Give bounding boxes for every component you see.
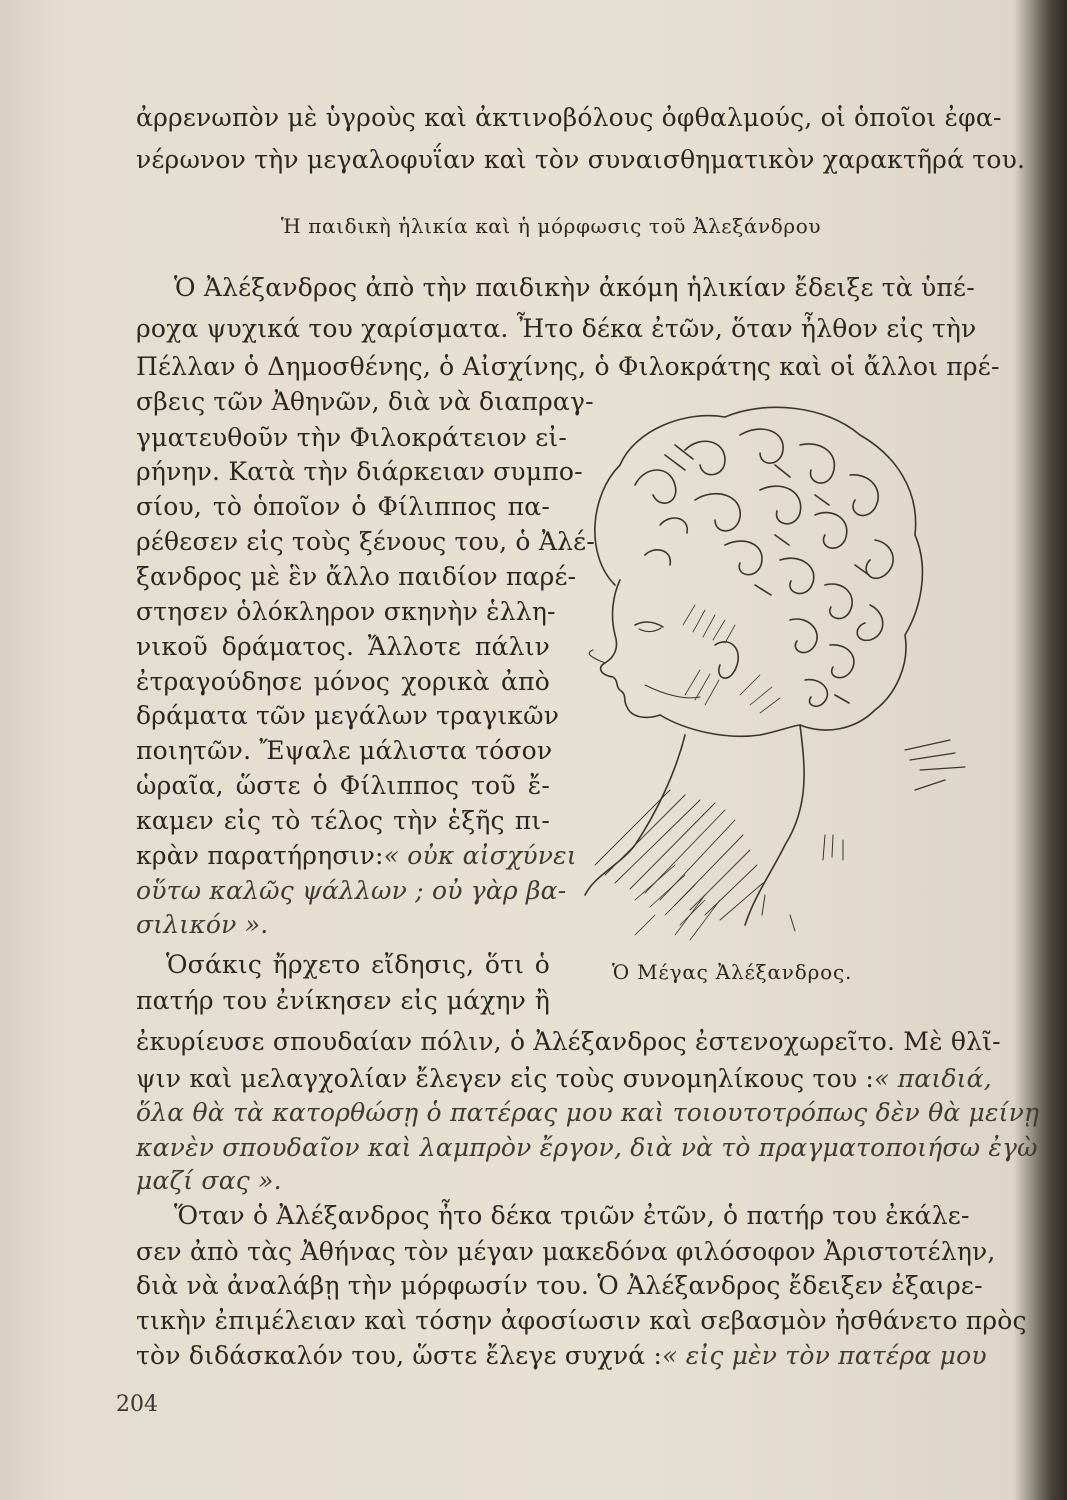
page-number: 204	[116, 1392, 158, 1417]
quote-line: σιλικόν ».	[136, 910, 269, 939]
text-line: τικὴν ἐπιμέλειαν καὶ τόσην ἀφοσίωσιν καὶ σεβασμὸν ἠσθάνετο πρὸς	[136, 1306, 1027, 1335]
text-line: σεν ἀπὸ τὰς Ἀθήνας τὸν μέγαν μακεδόνα φιλόσοφον Ἀριστοτέλην,	[136, 1237, 996, 1266]
text-line: ρέθεσεν εἰς τοὺς ξένους του, ὁ Ἀλέ-	[136, 527, 595, 556]
text-span: κρὰν παρατήρησιν:	[136, 841, 384, 870]
text-span: τὸν διδάσκαλόν του, ὥστε ἔλεγε συχνά :	[136, 1341, 663, 1370]
text-line: ποιητῶν. Ἔψαλε μάλιστα τόσον	[136, 736, 553, 765]
text-line: σίου, τὸ ὁποῖον ὁ Φίλιππος πα-	[136, 492, 550, 521]
alexander-portrait-illustration	[575, 395, 970, 955]
text-line: νικοῦ δράματος. Ἄλλοτε πάλιν	[136, 632, 550, 661]
text-line: Ὁ Ἀλέξανδρος ἀπὸ τὴν παιδικὴν ἀκόμη ἡλικίαν ἔδειξε τὰ ὑπέ-	[174, 273, 975, 302]
section-heading: Ἡ παιδικὴ ἡλικία καὶ ἡ μόρφωσις τοῦ Ἀλεξάνδρου	[280, 214, 822, 238]
quote-start: « οὐκ αἰσχύνει	[383, 841, 577, 870]
text-line: δράματα τῶν μεγάλων τραγικῶν	[136, 701, 560, 730]
text-line: Ὅταν ὁ Ἀλέξανδρος ἦτο δέκα τριῶν ἐτῶν, ὁ πατήρ του ἐκάλε-	[174, 1201, 970, 1230]
quote-line: ὅλα θὰ τὰ κατορθώσῃ ὁ πατέρας μου καὶ τοιουτοτρόπως δὲν θὰ μείνῃ	[136, 1098, 1040, 1127]
text-line: διὰ νὰ ἀναλάβῃ τὴν μόρφωσίν του. Ὁ Ἀλέξανδρος ἔδειξεν ἐξαιρε-	[136, 1271, 983, 1300]
text-line	[136, 1064, 992, 1094]
quote-line: οὕτω καλῶς ψάλλων ; οὐ γὰρ βα-	[136, 876, 567, 905]
quote-start: « παιδιά,	[874, 1064, 992, 1093]
quote-line: κανὲν σπουδαῖον καὶ λαμπρὸν ἔργον, διὰ νὰ τὸ πραγματοποιήσω ἐγὼ	[136, 1133, 1038, 1162]
text-line: ρήνην. Κατὰ τὴν διάρκειαν συμπο-	[136, 457, 583, 486]
text-line: στησεν ὁλόκληρον σκηνὴν ἑλλη-	[136, 597, 556, 626]
text-line: ξανδρος μὲ ἓν ἄλλο παιδίον παρέ-	[136, 562, 577, 591]
text-line: σβεις τῶν Ἀθηνῶν, διὰ νὰ διαπραγ-	[136, 387, 594, 416]
text-span: ψιν καὶ μελαγχολίαν ἔλεγεν εἰς τοὺς συνομηλίκους του :	[136, 1064, 874, 1093]
text-line: ροχα ψυχικά του χαρίσματα. Ἦτο δέκα ἐτῶν, ὅταν ἦλθον εἰς τὴν	[136, 314, 977, 343]
text-line	[136, 1341, 987, 1371]
text-line: νέρωνον τὴν μεγαλοφυΐαν καὶ τὸν συναισθηματικὸν χαρακτῆρά του.	[136, 145, 1026, 174]
figure-caption: Ὁ Μέγας Ἀλέξανδρος.	[612, 960, 853, 984]
text-line: ὡραῖα, ὥστε ὁ Φίλιππος τοῦ ἔ-	[136, 771, 550, 800]
quote-line: μαζί σας ».	[136, 1166, 282, 1195]
text-line: Ὁσάκις ἤρχετο εἴδησις, ὅτι ὁ	[166, 950, 550, 979]
text-line: ἀρρενωπὸν μὲ ὑγροὺς καὶ ἀκτινοβόλους ὀφθαλμούς, οἱ ὁποῖοι ἐφα-	[136, 103, 1002, 132]
text-line: γματευθοῦν τὴν Φιλοκράτειον εἰ-	[136, 423, 568, 452]
quote-start: « εἰς μὲν τὸν πατέρα μου	[662, 1341, 987, 1370]
text-line	[136, 841, 577, 871]
text-line: ἐκυρίευσε σπουδαίαν πόλιν, ὁ Ἀλέξανδρος ἐστενοχωρεῖτο. Μὲ θλῖ-	[136, 1027, 1001, 1056]
text-line: πατήρ του ἐνίκησεν εἰς μάχην ἢ	[136, 986, 550, 1015]
text-line: καμεν εἰς τὸ τέλος τὴν ἑξῆς πι-	[136, 806, 550, 835]
text-line: ἐτραγούδησε μόνος χορικὰ ἀπὸ	[136, 667, 550, 696]
text-line: Πέλλαν ὁ Δημοσθένης, ὁ Αἰσχίνης, ὁ Φιλοκράτης καὶ οἱ ἄλλοι πρέ-	[136, 352, 1000, 381]
